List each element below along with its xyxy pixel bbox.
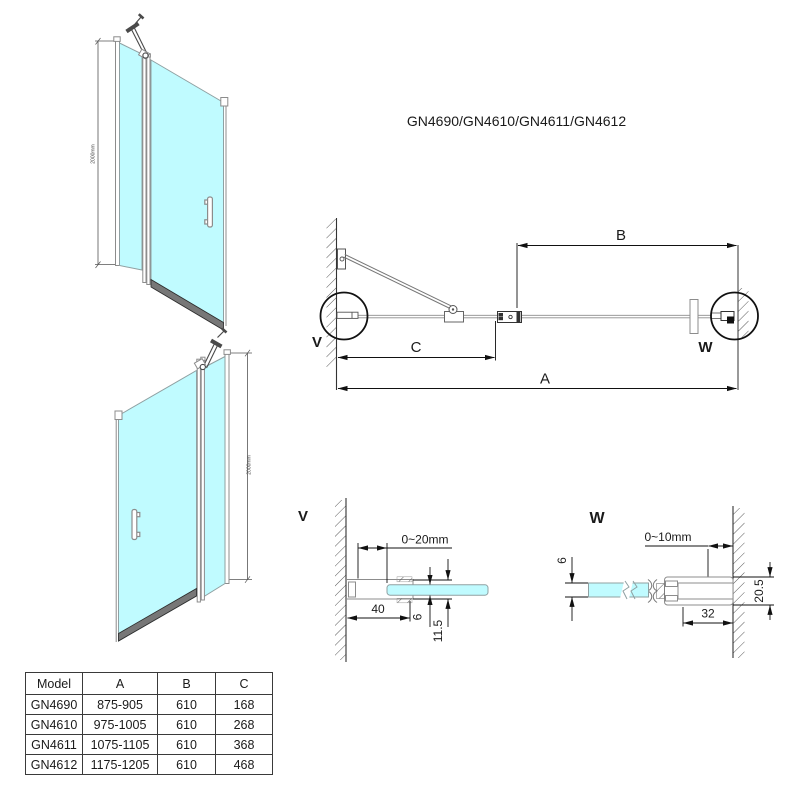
pivot-hinge-plan [498, 312, 522, 323]
glass-plan-lines [337, 315, 711, 318]
detail-w [555, 506, 774, 658]
wall-hatch [335, 500, 346, 660]
dim-115-label: 11.5 [431, 619, 445, 643]
table-header-c: C [216, 673, 273, 695]
front-view-bottom-left [115, 329, 253, 643]
table-row [26, 755, 273, 775]
wall-profile [116, 40, 120, 266]
dim-adjust-label: 0~20mm [401, 532, 449, 547]
cell-c: 468 [216, 755, 273, 775]
plan-view [312, 218, 758, 390]
height-label: 2000mm [246, 455, 253, 475]
cell-a: 975-1005 [83, 715, 158, 735]
dim-40-label: 40 [371, 602, 385, 616]
dim-c-label: C [410, 339, 422, 356]
wall-hatch-left [327, 219, 337, 367]
cell-b: 610 [158, 695, 216, 715]
seal-section [648, 580, 665, 603]
cell-model: GN4690 [26, 695, 83, 715]
cell-b: 610 [158, 715, 216, 735]
door-edge-cap [115, 411, 122, 420]
dim-b [517, 243, 737, 308]
dim-6 [565, 557, 588, 621]
hinge-profile [142, 52, 150, 285]
profile-cap [114, 37, 120, 42]
wall-profile-plan [337, 312, 358, 318]
table-header-row [26, 673, 273, 695]
door-glass-panel [151, 60, 224, 324]
table-header-a: A [83, 673, 158, 695]
cell-c: 368 [216, 735, 273, 755]
dim-a-label: A [539, 370, 551, 388]
glass-section [387, 585, 488, 595]
detail-w-label: W [589, 510, 605, 527]
height-label: 2000mm [90, 144, 97, 164]
model-title: GN4690/GN4610/GN4611/GN4612 [406, 113, 627, 129]
wall-profile [225, 353, 229, 584]
detail-v [298, 498, 488, 662]
dim-b-label: B [615, 227, 627, 244]
table-header-model: Model [26, 673, 83, 695]
dim-205-label: 20.5 [752, 579, 766, 603]
detail-w-ref-label: W [698, 339, 713, 356]
table-row [26, 735, 273, 755]
cell-c: 268 [216, 715, 273, 735]
cell-b: 610 [158, 755, 216, 775]
profile-cap [224, 350, 230, 355]
fixed-glass-panel [204, 357, 225, 597]
glass-section [589, 583, 649, 597]
cell-model: GN4611 [26, 735, 83, 755]
spec-table [25, 672, 273, 775]
wall-hatch [734, 508, 745, 658]
fixed-glass-panel [120, 43, 143, 270]
height-dimension [95, 38, 116, 268]
front-view-top-left [91, 14, 228, 330]
cell-b: 610 [158, 735, 216, 755]
dim-adjust-label: 0~10mm [644, 530, 692, 544]
wall-profile-right-plan [711, 312, 734, 324]
dim-adjust [645, 546, 733, 577]
table-row [26, 715, 273, 735]
wall-channel-section [665, 577, 734, 605]
cell-c: 168 [216, 695, 273, 715]
cell-model: GN4610 [26, 715, 83, 735]
cell-model: GN4612 [26, 755, 83, 775]
cell-a: 1075-1105 [83, 735, 158, 755]
detail-v-ref-label: V [311, 334, 323, 351]
dim-6-label: 6 [555, 557, 569, 564]
cell-a: 1175-1205 [83, 755, 158, 775]
table-header-b: B [158, 673, 216, 695]
hinge-profile [197, 357, 205, 602]
dim-6-label: 6 [410, 613, 425, 621]
handle-plan [690, 300, 698, 334]
table-row [26, 695, 273, 715]
door-edge-cap [221, 98, 228, 107]
dim-32-label: 32 [701, 606, 715, 621]
detail-v-label: V [297, 508, 309, 525]
cell-a: 875-905 [83, 695, 158, 715]
support-arm-plan [338, 249, 464, 322]
